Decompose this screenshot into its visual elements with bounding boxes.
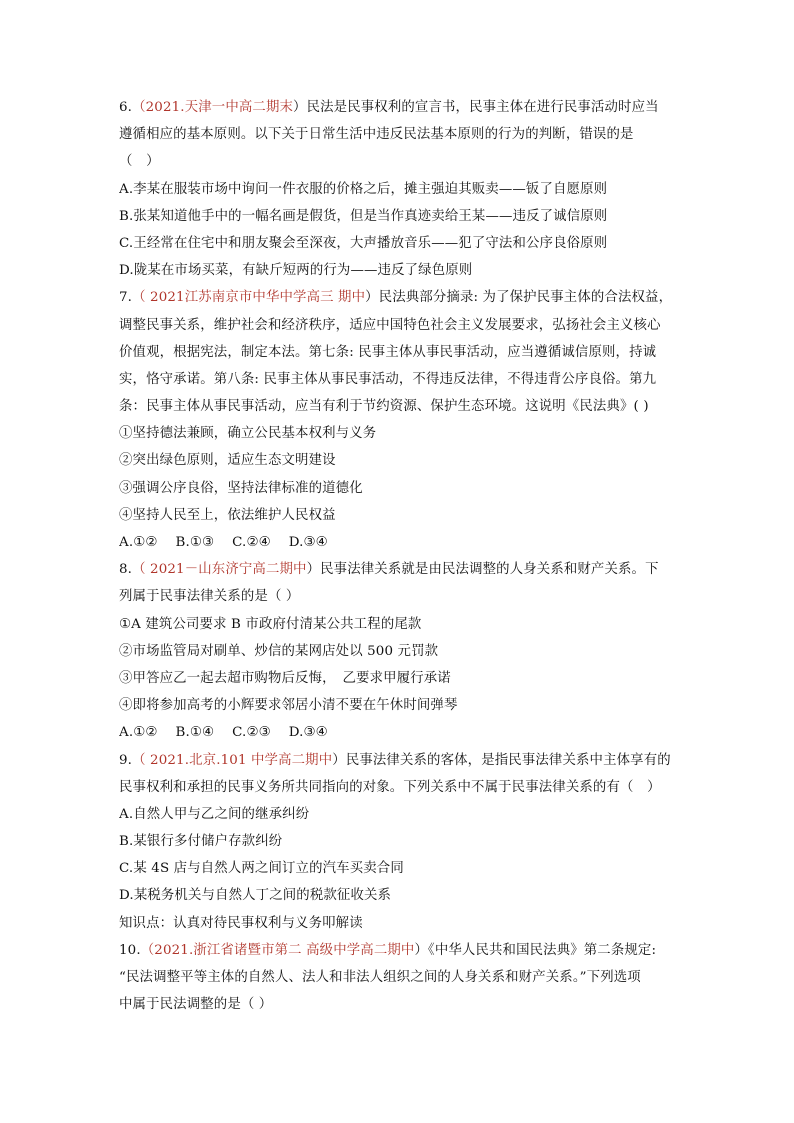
source-open: （ [132,290,151,306]
answer-choices: A.①② B.①③ C.②④ D.③④ [119,535,328,550]
option-a: A.李某在服装市场中询问一件衣服的价格之后，摊主强迫其贩卖——钣了自愿原则 [119,181,608,197]
question-stem-line: 民事权利和承担的民事义务所共同指向的对象。下列关系中不属于民事法律关系的有（ ） [119,779,661,795]
question-stem-line: 实，恪守承诺。第八条: 民事主体从事民事活动，不得违反法律，不得违背公序良俗。第九 [119,371,657,387]
source-open: （ [132,752,151,768]
question-number: 6. [119,100,133,115]
document-page [119,94,679,1018]
source-open: （ [132,100,146,115]
option-a: A.自然人甲与乙之间的继承纠纷 [119,806,310,822]
question-7 [119,284,679,556]
question-stem-text: 民法是民事权利的宣言书，民事主体在进行民事活动时应当 [306,100,659,115]
knowledge-point: 知识点：认真对待民事权利与义务叩解读 [119,915,363,931]
question-source: 2021江苏南京市中华中学高三 期中 [150,290,366,306]
question-stem-line: 列属于民事法律关系的是（ ） [119,589,300,605]
question-stem-line [119,937,679,964]
answer-choices: A.①② B.①④ C.②③ D.③④ [119,725,328,741]
option-d: D.某税务机关与自然人丁之间的税款征收关系 [119,888,392,904]
source-close: ） [365,290,379,306]
question-8 [119,556,679,746]
option-d: D.陇某在市场买菜，有缺斤短两的行为——违反了绿色原则 [119,263,473,279]
statement-1: ①坚持德法兼顾，确立公民基本权利与义务 [119,426,377,442]
question-source: 2021.北京.101 中学高二期中 [150,752,333,768]
source-open: （ [132,562,151,578]
question-source: 2021－山东济宁高二期中 [150,562,307,578]
statement-2: ②突出绿色原则，适应生态文明建设 [119,453,336,469]
statement-4: ④即将参加高考的小辉要求邻居小清不要在午休时间弹琴 [119,698,458,714]
question-stem-text: 民法典部分摘录: 为了保护民事主体的合法权益， [378,290,673,306]
question-source: 2021.天津一中高二期末 [145,100,294,115]
question-6 [119,94,679,284]
question-stem-line: 价值观，根据宪法，制定本法。第七条: 民事主体从事民事活动，应当遵循诚信原则，持诚 [119,344,657,360]
question-stem-line [119,747,679,774]
question-stem-text: 民事法律关系就是由民法调整的人身关系和财产关系。下 [320,562,659,578]
question-stem-line [119,94,679,121]
question-stem-line: 遵循相应的基本原则。以下关于日常生活中违反民法基本原则的行为的判断，错误的是 [119,127,634,143]
question-stem-line [119,284,679,311]
statement-3: ③强调公序良俗，坚持法律标准的道德化 [119,480,363,496]
question-10 [119,937,679,1019]
source-close: ） [293,100,307,115]
statement-1: ①A 建筑公司要求 B 市政府付清某公共工程的尾款 [119,616,422,632]
question-stem-line: 调整民事关系，维护社会和经济秩序，适应中国特色社会主义发展要求，弘扬社会主义核心 [119,317,661,333]
question-stem-line: “民法调整平等主体的自然人、法人和非法人组织之间的人身关系和财产关系。”下列选项 [119,970,641,985]
source-close: ） [414,942,428,958]
question-number: 8. [119,562,133,578]
statement-3: ③甲答应乙一起去超市购物后反悔， 乙要求甲履行承诺 [119,670,451,686]
question-source: 2021.浙江省诸暨市第二 高级中学高二期中 [154,942,415,958]
question-stem-line: 条：民事主体从事民事活动，应当有利于节约资源、保护生态环境。这说明《民法典》( ) [119,399,649,415]
option-c: C.某 4S 店与自然人两之间订立的汽车买卖合同 [119,861,404,877]
question-number: 7. [119,290,133,306]
question-stem-text: 《中华人民共和国民法典》第二条规定: [427,942,657,958]
statement-2: ②市场监管局对刷单、炒信的某网店处以 500 元罚款 [119,643,439,659]
option-b: B.张某知道他手中的一幅名画是假货，但是当作真迹卖给王某——违反了诚信原则 [119,208,608,224]
source-close: ） [332,752,346,768]
question-stem-text: 民事法律关系的客体，是指民事法律关系中主体享有的 [345,752,671,768]
answer-blank: （ ） [119,154,160,170]
question-number: 9. [119,752,133,768]
source-close: ） [306,562,321,578]
option-b: B.某银行多付储户存款纠纷 [119,834,283,850]
question-9 [119,747,679,937]
option-c: C.王经常在住宅中和朋友聚会至深夜，大声播放音乐——犯了守法和公序良俗原则 [119,235,608,251]
source-open: （ [140,942,155,958]
question-stem-line: 中属于民法调整的是（ ） [119,997,273,1013]
statement-4: ④坚持人民至上，依法维护人民权益 [119,507,336,523]
question-stem-line [119,556,679,583]
question-number: 10. [119,942,141,958]
